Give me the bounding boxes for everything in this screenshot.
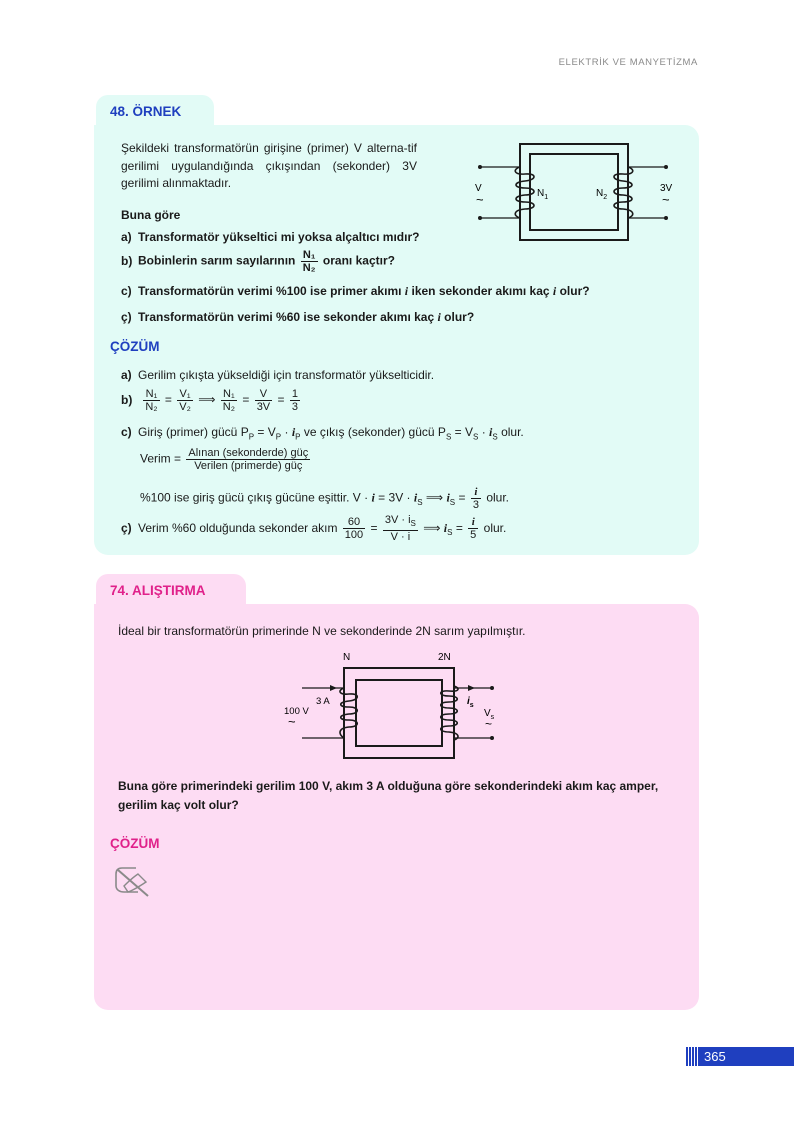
example-title: 48. ÖRNEK bbox=[110, 104, 182, 119]
diagram2-is: $i_s$ bbox=[467, 696, 474, 709]
diagram2-tilde-right: ~ bbox=[485, 717, 493, 731]
exercise-title: 74. ALIŞTIRMA bbox=[110, 583, 206, 598]
example-tab bbox=[96, 95, 214, 129]
question-b: b) Bobinlerin sarım sayılarının $\frac{\text{N₁}}{\text{N₂}}$ oranı kaçtır? bbox=[121, 249, 395, 274]
page-number-badge bbox=[686, 1047, 794, 1066]
running-head: ELEKTRİK VE MANYETİZMA bbox=[558, 57, 698, 68]
diagram1-tilde-right: ~ bbox=[662, 192, 670, 207]
exercise-tab bbox=[96, 574, 246, 608]
page-number: 365 bbox=[704, 1049, 726, 1064]
exercise-question: Buna göre primerindeki gerilim 100 V, akım 3 A olduğuna göre sekonderindeki akım kaç amper, gerilim kaç volt olur? bbox=[118, 779, 659, 812]
pencil-icon bbox=[112, 864, 152, 898]
solution-b: b) $\frac{\text{N₁}}{\text{N₂}}$ = $\frac{\text{V₁}}{\text{V₂}}$ ⟹ $\frac{\text{N₁}}{\text{N₂}}$ = $\frac{V}{3V}$ = $\frac{1}{3}$ bbox=[121, 388, 298, 413]
solution-c: c) Giriş (primer) gücü $P_P = V_P \cdot i_P$ ve çıkış (sekonder) gücü $P_S = V_S \cdot i_S$ olur. bbox=[121, 425, 524, 442]
diagram2-voltage: 100 V bbox=[284, 706, 309, 717]
buna-gore: Buna göre bbox=[121, 208, 181, 222]
transformer-diagram-1 bbox=[470, 138, 685, 248]
diagram2-n-left: N bbox=[343, 652, 351, 663]
exercise-intro: İdeal bir transformatörün primerinde N ve sekonderinde 2N sarım yapılmıştır. bbox=[118, 624, 526, 638]
verim-formula: Verim = $\frac{\text{Alınan (sekonderde) güç}}{\text{Verilen (primerde) güç}}$ bbox=[140, 447, 309, 472]
diagram2-tilde-left: ~ bbox=[288, 714, 296, 729]
diagram2-vs: $V_s$ bbox=[484, 708, 495, 721]
exercise-solution-heading: ÇÖZÜM bbox=[110, 836, 160, 851]
diagram1-n2: $N_2$ bbox=[596, 188, 608, 201]
diagram1-v-right: 3V bbox=[660, 183, 673, 194]
question-cc: ç) Transformatörün verimi %60 ise sekonder akımı kaç i olur? bbox=[121, 310, 475, 324]
solution-cc: ç) Verim %60 olduğunda sekonder akım $\frac{60}{100}$ = $\frac{3V \cdot i_S}{V \cdot i}$ ⟹ $i_S$ = $\frac{i}{5}$ olur. bbox=[121, 514, 507, 544]
diagram1-tilde-left: ~ bbox=[476, 192, 484, 207]
question-c: c) Transformatörün verimi %100 ise primer akımı i iken sekonder akımı kaç i olur? bbox=[121, 284, 590, 298]
diagram1-n1: $N_1$ bbox=[537, 188, 549, 201]
example-intro: Şekildeki transformatörün girişine (primer) V alterna-tif gerilimi uygulandığında çıkışından (sekonder) 3V gerilimi alınmaktadır. bbox=[121, 141, 417, 190]
solution-heading: ÇÖZÜM bbox=[110, 339, 160, 354]
question-a: a) Transformatör yükseltici mi yoksa alçaltıcı mıdır? bbox=[121, 230, 420, 244]
solution-eff100: %100 ise giriş gücü çıkış gücüne eşittir. $V \cdot i = 3V \cdot i_S$ ⟹ $i_S$ = $\frac{i}{3}$ olur. bbox=[140, 486, 509, 511]
diagram1-v-left: V bbox=[475, 183, 482, 194]
page-number-hatch bbox=[686, 1047, 700, 1066]
diagram2-n-right: 2N bbox=[438, 652, 451, 663]
ratio-n1-n2: $\frac{\text{N₁}}{\text{N₂}}$ bbox=[302, 249, 316, 274]
transformer-diagram-2 bbox=[280, 648, 505, 766]
diagram2-current: 3 A bbox=[316, 696, 330, 707]
solution-a: a) Gerilim çıkışta yükseldiği için transformatör yükselticidir. bbox=[121, 368, 435, 382]
